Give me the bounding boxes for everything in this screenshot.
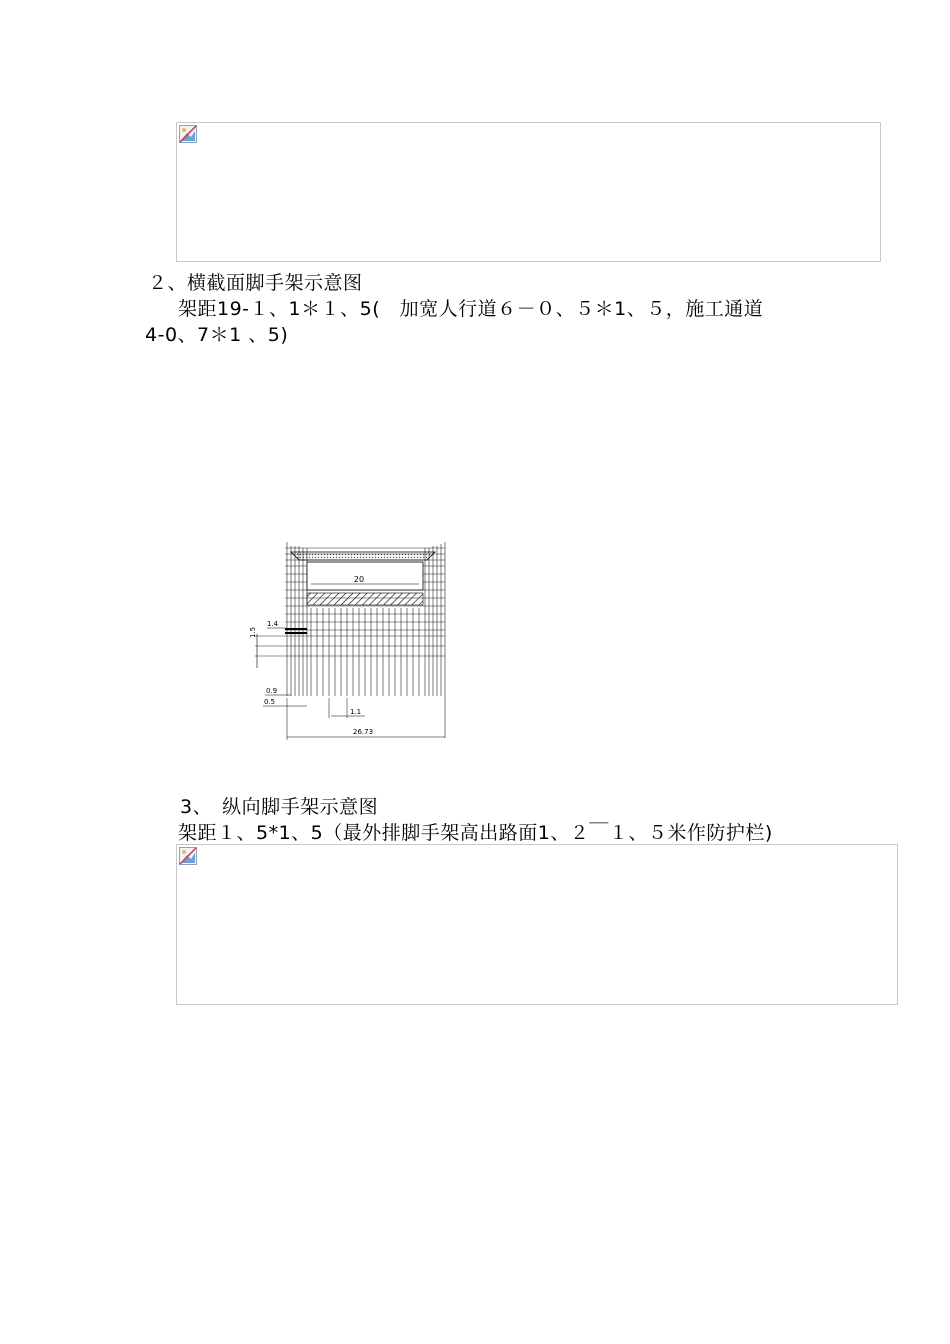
section-3-heading: 3、 纵向脚手架示意图 (180, 796, 379, 818)
dim-label-1-5: 1.5 (249, 626, 257, 638)
section-2-heading: ２、横截面脚手架示意图 (148, 272, 363, 294)
section-2-line-2: 4-0、7＊1 、5) (145, 324, 289, 346)
dim-label-0-5: 0.5 (264, 698, 276, 706)
dim-label-total: 26.73 (353, 728, 374, 736)
broken-image-icon (179, 125, 197, 143)
broken-image-icon (179, 847, 197, 865)
section-2-line-1: 架距19-１、1＊１、5( 加宽人行道６－０、５＊1、５，施工通道 (178, 298, 764, 320)
cross-section-drawing (245, 538, 455, 744)
image-placeholder-top (176, 122, 881, 262)
dim-label-1-1: 1.1 (350, 708, 362, 716)
dim-label-0-9: 0.9 (266, 687, 278, 695)
dim-label-1-4: 1.4 (267, 620, 279, 628)
section-3-line-1: 架距１、5*1、5（最外排脚手架高出路面1、２￣１、５米作防护栏) (178, 822, 773, 844)
image-placeholder-bottom (176, 844, 898, 1005)
width-label: 20 (353, 575, 365, 584)
